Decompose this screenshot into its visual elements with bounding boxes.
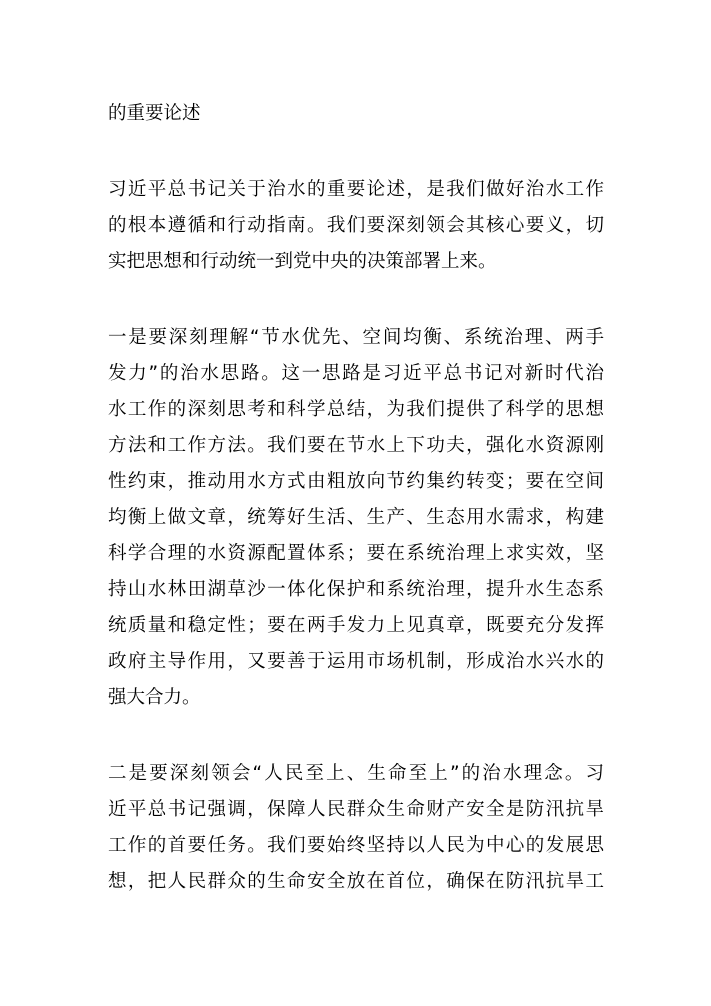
text-line: 一是要深刻理解“节水优先、空间均衡、系统治理、两手 bbox=[108, 327, 604, 348]
text-line: 想，把人民群众的生命安全放在首位，确保在防汛抗旱工 bbox=[108, 871, 604, 892]
text-line: 科学合理的水资源配置体系；要在系统治理上求实效，坚 bbox=[108, 543, 604, 564]
text-line: 的根本遵循和行动指南。我们要深刻领会其核心要义，切 bbox=[108, 215, 604, 236]
text-line: 工作的首要任务。我们要始终坚持以人民为中心的发展思 bbox=[108, 835, 604, 856]
text-line: 强大合力。 bbox=[108, 687, 201, 708]
text-line: 性约束，推动用水方式由粗放向节约集约转变；要在空间 bbox=[108, 471, 604, 492]
text-line: 习近平总书记关于治水的重要论述，是我们做好治水工作 bbox=[108, 179, 604, 200]
text-line: 持山水林田湖草沙一体化保护和系统治理，提升水生态系 bbox=[108, 579, 604, 600]
text-line: 方法和工作方法。我们要在节水上下功夫，强化水资源刚 bbox=[108, 435, 604, 456]
text-line: 发力”的治水思路。这一思路是习近平总书记对新时代治 bbox=[108, 363, 604, 384]
text-line: 水工作的深刻思考和科学总结，为我们提供了科学的思想 bbox=[108, 399, 604, 420]
text-line: 近平总书记强调，保障人民群众生命财产安全是防汛抗旱 bbox=[108, 799, 604, 820]
heading-tail: 的重要论述 bbox=[108, 103, 201, 124]
text-line: 均衡上做文章，统筹好生活、生产、生态用水需求，构建 bbox=[108, 507, 604, 528]
text-line: 实把思想和行动统一到党中央的决策部署上来。 bbox=[108, 251, 497, 272]
text-line: 二是要深刻领会“人民至上、生命至上”的治水理念。习 bbox=[108, 763, 604, 784]
text-line: 政府主导作用，又要善于运用市场机制，形成治水兴水的 bbox=[108, 651, 604, 672]
text-line: 统质量和稳定性；要在两手发力上见真章，既要充分发挥 bbox=[108, 615, 604, 636]
